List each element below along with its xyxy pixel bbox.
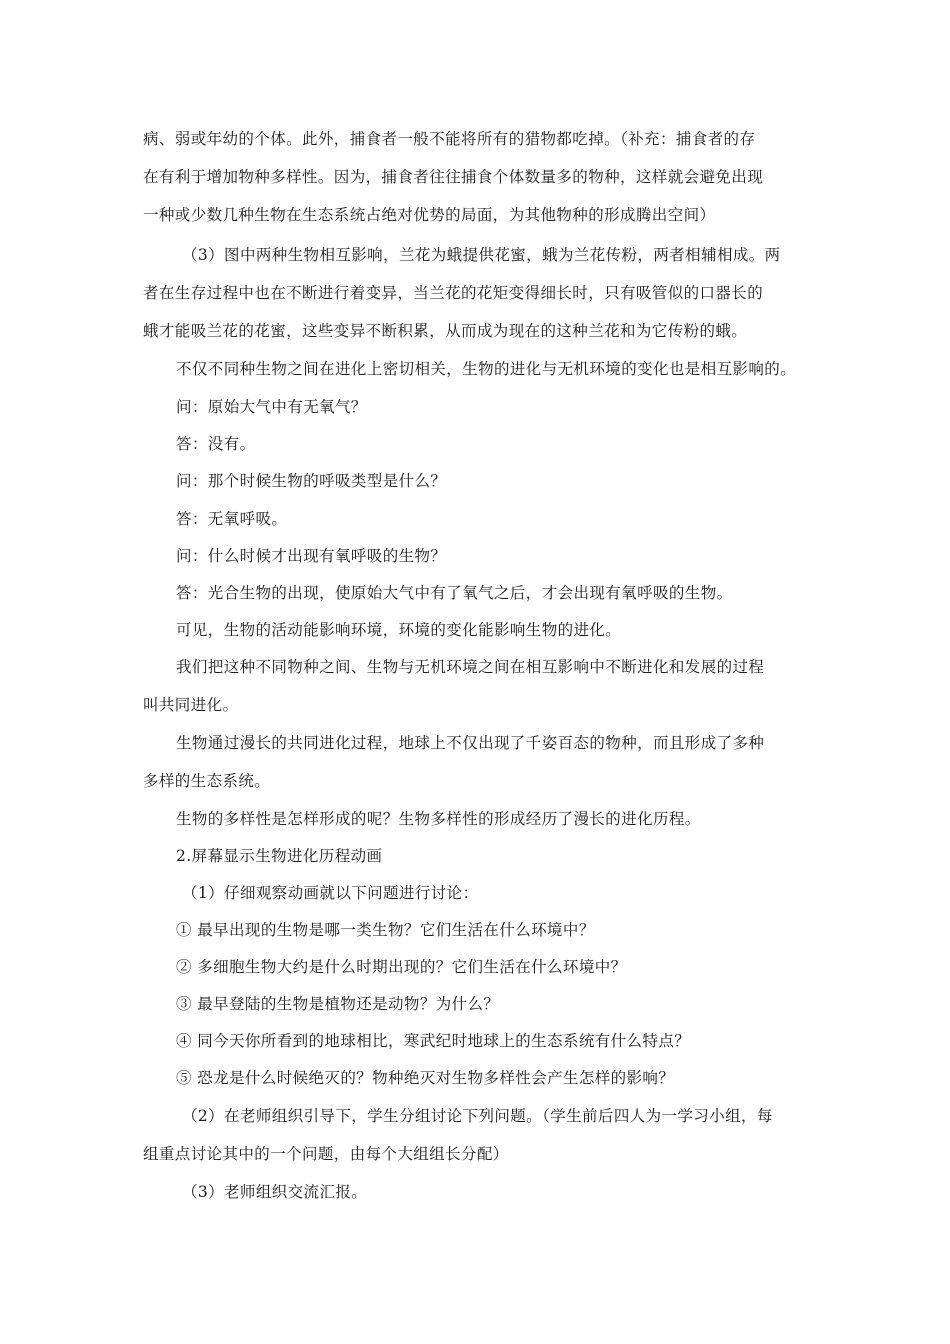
question-line: 问：什么时候才出现有氧呼吸的生物？ xyxy=(176,547,447,565)
paragraph-line: （3）图中两种生物相互影响，兰花为蛾提供花蜜，蛾为兰花传粉，两者相辅相成。两 xyxy=(182,246,781,264)
list-item: ② 多细胞生物大约是什么时期出现的？它们生活在什么环境中？ xyxy=(176,958,627,976)
question-line: 问：那个时候生物的呼吸类型是什么？ xyxy=(176,472,447,490)
paragraph-line: （2）在老师组织引导下，学生分组讨论下列问题。（学生前后四人为一学习小组，每 xyxy=(182,1107,773,1125)
list-item: ④ 同今天你所看到的地球相比，寒武纪时地球上的生态系统有什么特点？ xyxy=(176,1032,691,1050)
paragraph-line: 可见，生物的活动能影响环境，环境的变化能影响生物的进化。 xyxy=(176,621,622,639)
paragraph-line: 叫共同进化。 xyxy=(143,696,239,714)
list-item: ⑤ 恐龙是什么时候绝灭的？物种绝灭对生物多样性会产生怎样的影响？ xyxy=(176,1069,675,1087)
paragraph-line: 组重点讨论其中的一个问题，由每个大组组长分配） xyxy=(143,1145,509,1163)
list-item: ③ 最早登陆的生物是植物还是动物？为什么？ xyxy=(176,995,500,1013)
paragraph-line: 多样的生态系统。 xyxy=(143,772,271,790)
paragraph-line: 不仅不同种生物之间在进化上密切相关，生物的进化与无机环境的变化也是相互影响的。 xyxy=(176,360,797,378)
paragraph-line: 一种或少数几种生物在生态系统占绝对优势的局面，为其他物种的形成腾出空间） xyxy=(143,206,716,224)
paragraph-line: 在有利于增加物种多样性。因为，捕食者往往捕食个体数量多的物种，这样就会避免出现 xyxy=(143,168,764,186)
answer-line: 答：没有。 xyxy=(176,435,256,453)
question-line: 问：原始大气中有无氧气？ xyxy=(176,398,367,416)
answer-line: 答：无氧呼吸。 xyxy=(176,510,288,528)
paragraph-line: 生物的多样性是怎样形成的呢？生物多样性的形成经历了漫长的进化历程。 xyxy=(176,810,701,828)
paragraph-line: 蛾才能吸兰花的花蜜，这些变异不断积累，从而成为现在的这种兰花和为它传粉的蛾。 xyxy=(143,322,748,340)
paragraph-line: 者在生存过程中也在不断进行着变异，当兰花的花矩变得细长时，只有吸管似的口器长的 xyxy=(143,284,764,302)
paragraph-line: 我们把这种不同物种之间、生物与无机环境之间在相互影响中不断进化和发展的过程 xyxy=(176,658,765,676)
paragraph-line: （3）老师组织交流汇报。 xyxy=(182,1183,368,1201)
paragraph-line: 病、弱或年幼的个体。此外，捕食者一般不能将所有的猎物都吃掉。（补充：捕食者的存 xyxy=(143,130,756,148)
paragraph-line: （1）仔细观察动画就以下问题进行讨论： xyxy=(182,884,479,902)
list-item: ① 最早出现的生物是哪一类生物？它们生活在什么环境中？ xyxy=(176,921,595,939)
paragraph-line: 生物通过漫长的共同进化过程，地球上不仅出现了千姿百态的物种，而且形成了多种 xyxy=(176,734,765,752)
section-heading: 2.屏幕显示生物进化历程动画 xyxy=(176,847,383,865)
answer-line: 答：光合生物的出现，使原始大气中有了氧气之后，才会出现有氧呼吸的生物。 xyxy=(176,584,733,602)
